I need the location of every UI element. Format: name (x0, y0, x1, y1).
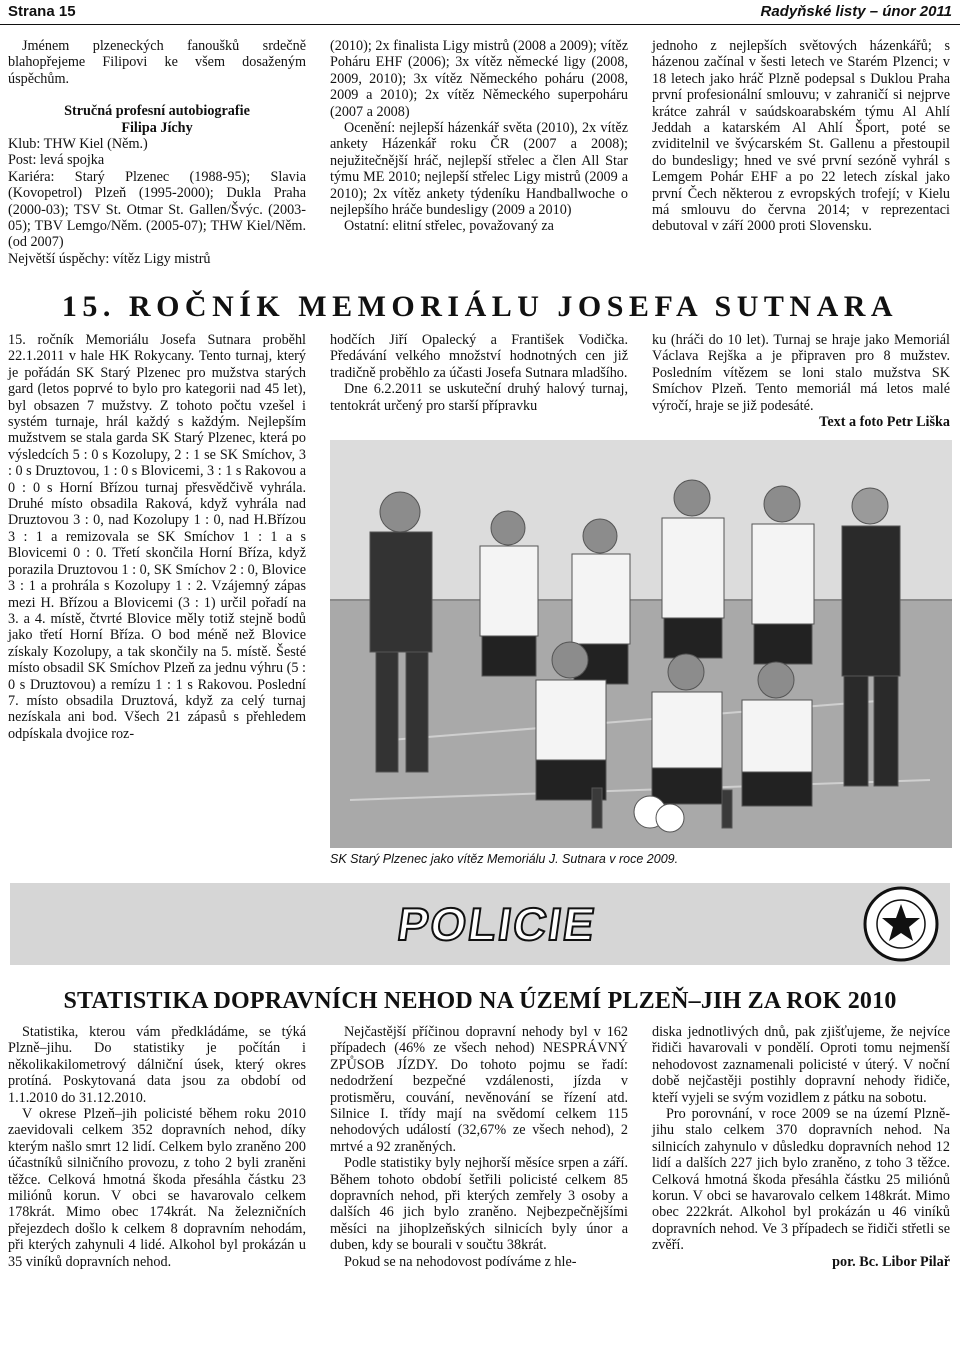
police-text-1a: Statistika, kterou vám předkládáme, se týká Plzně–jihu. Do statistiky je počítán i několikakilometrový dálniční úsek, který okres protíná. Poskytovaná data jsou za období od 1.1.2010 do 31.12.2010. (8, 1024, 306, 1106)
police-column-2 (330, 1024, 628, 1270)
police-column-1 (8, 1024, 306, 1270)
bio-heading-line1: Stručná profesní autobiografie (64, 103, 250, 120)
team-photo-illustration (330, 440, 952, 848)
bio-success-start: Největší úspěchy: vítěz Ligy mistrů (8, 250, 211, 267)
police-banner (10, 883, 950, 965)
bio-awards: Ocenění: nejlepší házenkář světa (2010), 2x vítěz ankety Házenkář roku ČR (2007 a 2008); nejužitečnější hráč, nejlepší střelec a člen All Star týmu ME 2010; nejlepší střelec Ligy mistrů (2009 a 2010); 2x vítěz ankety týdeníku Handballwoche o nejlepšího hráče bundesligy (2009 a 2010) (330, 120, 628, 219)
police-section-title: STATISTIKA DOPRAVNÍCH NEHOD NA ÚZEMÍ PLZEŇ–JIH ZA ROK 2010 (63, 988, 897, 1014)
police-text-2c: Pokud se na nehodovost podíváme z hle- (344, 1253, 577, 1270)
police-text-2b: Podle statistiky byly nejhorší měsíce srpen a září. Během tohoto období šetřili policisté celkem 85 dopravních nehod, při kterých zemřely 3 osoby a dalších 46 jich bylo zraněno. Nejbezpečnějšími měsíci na jihoplzeňských silnicích byly únor a duben, kdy se bourali v součtu 38krát. (330, 1155, 628, 1254)
police-column-3 (652, 1024, 950, 1270)
photo-credit: Text a foto Petr Liška (819, 414, 950, 431)
publication-title: Radyňské listy – únor 2011 (760, 3, 952, 20)
bio-heading-line2: Filipa Jíchy (121, 119, 193, 136)
bio-success-cont: (2010); 2x finalista Ligy mistrů (2008 a 2009); vítěz Poháru EHF (2006); 3x vítěz německé ligy (2008, 2009, 2010); 3x vítěz Německého poháru (2008, 2009 a 2010); 2x vítěz Německého superpoháru (2007 a 2008) (330, 38, 628, 120)
team-photo (330, 440, 952, 848)
police-badge-icon (862, 885, 940, 963)
memorial-text-1: 15. ročník Memoriálu Josefa Sutnara proběhl 22.1.2011 v hale HK Rokycany. Tento turnaj, který je pořádán SK Starý Plzenec pro mužstva starých gard (letos poprvé to bylo pro kategorii nad 45 let), byl obsazen 7 mužstvy. Z tohoto počtu vzešel i systém turnaje, hrál každý s každým. Nejlepším mužstvem se stala garda SK Starý Plzenec, která po výsledcích 5 : 0 s Kozolupy, 2 : 1 se SK Smíchov, 3 : 0 s Druztovou, 1 : 0 s Blovicemi, 3 : 1 s Rakovou a 0 : 0 s Horní Břízou turnaj přesvědčivě vyhrála. Druhé místo obsadila Raková, když vyhrála nad Druztovou 3 : 0, nad Kozolupy 1 : 0, nad H.Břízou 3 : 1 a remizovala se SK Smíchov 1 : 1 a s Blovicemi 0 : 0. Třetí skončila Horní Bříza, když porazila Druztovou 1 : 0, SK Smíchov 2 : 0, Blovice 3 : 1 a prohrála s Kozolupy 1 : 2. Vzájemný zápas mezi H. Břízou a Blovicemi (3 : 1) určil pořadí na 3. a 4. místě, čtvrté Blovice měly totiž stejně bodů jako třetí Horní Bříza. O bod méně než Blovice získaly Kozolupy, a tak skončily na 5. místě. Šesté místo obsadil SK Smíchov Plzeň za jednu výhru (5 : 0 s Druztovou) a remízu 1 : 1 s Rakovou. Poslední 7. místo obsadila Druztová, když za celý turnaj nezískala ani bod. Všech 21 zápasů s přehledem odpískala dvojice roz- (8, 332, 306, 742)
page-number: Strana 15 (8, 3, 76, 20)
bio-club: Klub: THW Kiel (Něm.) (8, 136, 148, 153)
bio-other-start: Ostatní: elitní střelec, považovaný za (344, 218, 554, 235)
bio-intro: Jménem plzeneckých fanoušků srdečně blahopřejeme Filipovi ke všem dosaženým úspěchům. (8, 38, 306, 87)
police-signature: por. Bc. Libor Pilař (832, 1253, 950, 1270)
memorial-text-2: hodčích Jiří Opalecký a František Vodička. Předávání velkého množství hodnotných cen již tradičně proběhlo za účasti Josefa Sutnara mladšího. (330, 332, 628, 381)
memorial-title: 15. ROČNÍK MEMORIÁLU JOSEFA SUTNARA (61, 290, 899, 323)
photo-caption: SK Starý Plzenec jako vítěz Memoriálu J. Sutnara v roce 2009. (330, 852, 679, 866)
police-text-3a: diska jednotlivých dnů, pak zjišťujeme, že nejvíce řidiči havarovali v pondělí. Oproti tomu nejmenší nehodovost zaznamenali policisté v úterý. V noční době nejčastěji postihly dopravní nehody řidiče, kteří vyjeli se svým vozidlem z pátku na sobotu. (652, 1024, 950, 1106)
page-header (0, 0, 960, 25)
police-banner-word: POLICIE (394, 898, 600, 950)
memorial-column-1 (8, 332, 306, 742)
police-text-3b: Pro porovnání, v roce 2009 se na území Plzně-jihu stalo celkem 370 dopravních nehod. Na silnicích zahynulo v důsledku dopravních nehod 12 lidí a dalších 227 jich bylo zraněno, z toho 3 těžce. Celková hmotná škoda přesáhla částku 25 miliónů korun. V obci se havarovalo celkem 148krát. Mimo obec 222krát. Alkohol byl prokázán u 46 viníků dopravních nehod. Ve 3 případech se řidiči střetli se zvěří. (652, 1106, 950, 1254)
bio-column-3 (652, 38, 950, 235)
bio-career: Kariéra: Starý Plzenec (1988-95); Slavia (Kovopetrol) Plzeň (1995-2000); Dukla Praha (2000-03); TSV St. Otmar St. Gallen/Švýc. (2003-05); TBV Lemgo/Něm. (2005-07); THW Kiel/Něm. (od 2007) (8, 168, 306, 251)
memorial-text-2b: Dne 6.2.2011 se uskuteční druhý halový turnaj, tentokrát určený pro starší přípravku (330, 381, 628, 414)
memorial-text-3: ku (hráči do 10 let). Turnaj se hraje jako Memoriál Václava Rejška a je připraven pro 8 mužstev. Posledním vítězem se loni stalo mužstva SK Smíchov Plzeň. Tento memoriál má letos malé výročí, hraje se již podesáté. (652, 332, 950, 414)
bio-post: Post: levá spojka (8, 152, 105, 169)
bio-column-2 (330, 38, 628, 235)
bio-other-cont: jednoho z nejlepších světových házenkářů; s házenou začínal v šesti letech ve Starém Plzenci; v 18 letech jako hráč Plzně podepsal s Duklou Praha první profesionální smlouvu; v zahraničí si nejprve krátce zahrál v saúdskoarabském týmu Al Ahlí Jeddah a katarském Al Ahlí Šport, poté se zviditelnil ve švýcarském St. Gallenu a přestoupil do bundesligy; hned ve své první sezóně vyhrál s Lemgem Pohár EHF a po 22 letech získal jako první Čech některou z evropských trofejí; v Kielu má smlouvu do června 2014; v reprezentaci debutoval v září 2000 proti Slovensku. (652, 38, 950, 235)
police-text-2a: Nejčastější příčinou dopravní nehody byl v 162 případech (46% ze všech nehod) NESPRÁVNÝ ZPŮSOB JÍZDY. Do tohoto pojmu se řadí: nedodržení bezpečné vzdálenosti, jízda v protisměru, couvání, nevěnování se řízení atd. Silnice I. třídy mají na svědomí celkem 115 nehodových událostí (32,67% ze všech nehod), 2 mrtvé a 92 zraněných. (330, 1024, 628, 1155)
bio-column-1 (8, 38, 306, 267)
police-text-1b: V okrese Plzeň–jih policisté během roku 2010 zaevidovali celkem 352 dopravních nehod, díky kterým našlo smrt 12 lidí. Celkem bylo zraněno 200 účastníků silničního provozu, z toho 2 byli zraněni těžce. Celková hmotná škoda přesáhla částku 23 miliónů korun. V obci se havarovalo celkem 178krát. Mimo obec 174krát. Na železničních přejezdech došlo k celkem 8 dopravním nehodám, při kterých zahynuli 4 lidé. Alkohol byl prokázán u 35 viníků dopravních nehod. (8, 1106, 306, 1270)
memorial-column-3 (652, 332, 950, 430)
memorial-column-2 (330, 332, 628, 414)
